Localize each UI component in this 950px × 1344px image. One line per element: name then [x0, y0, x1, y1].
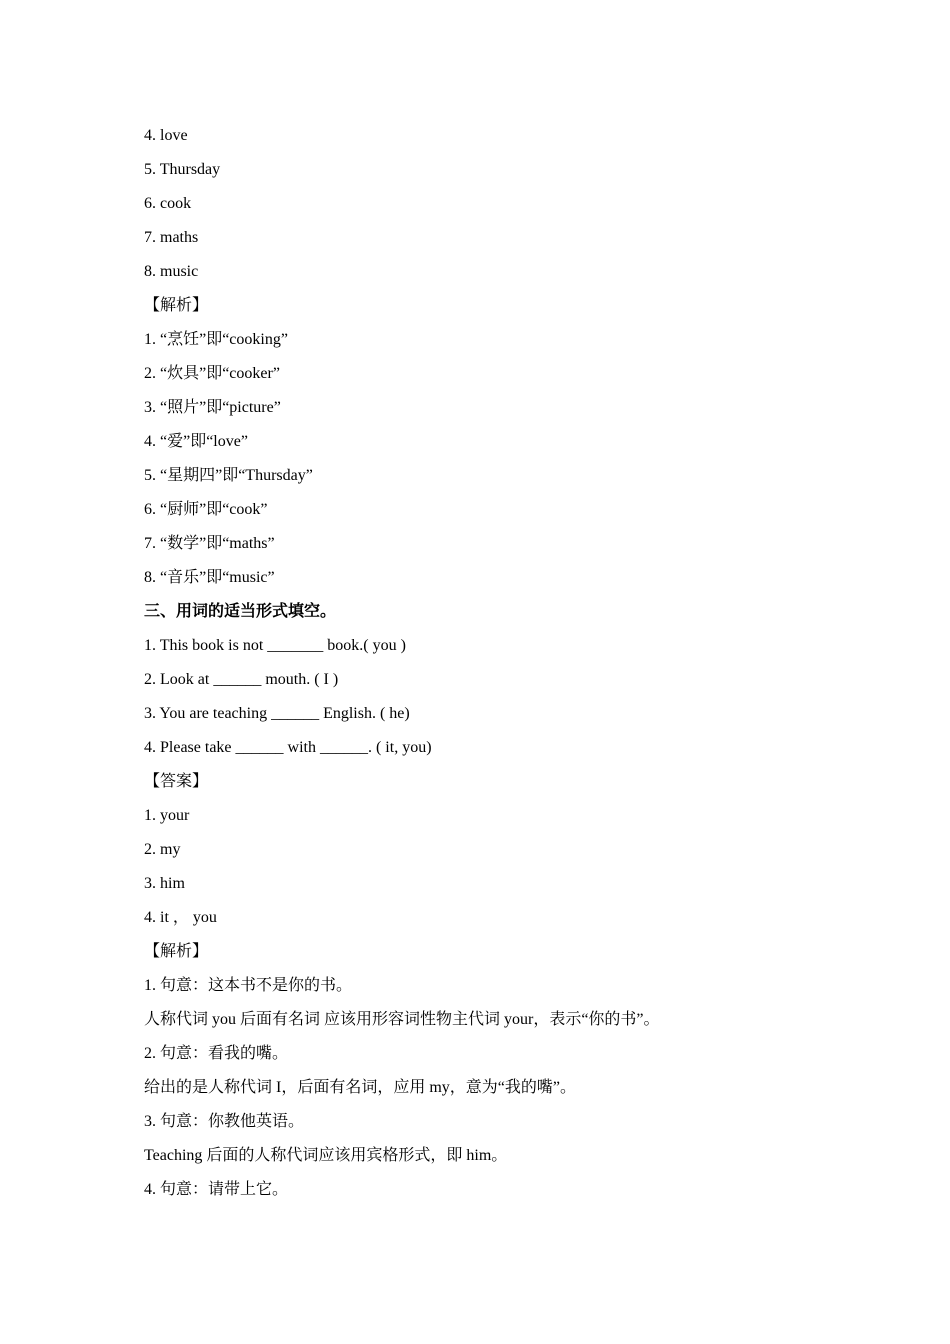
answer-line: 4. it ， you	[144, 909, 217, 926]
question-line: 3. You are teaching ______ English. ( he)	[144, 705, 410, 722]
explanation-line: 8. “音乐”即“music”	[144, 569, 275, 586]
question-line: 1. This book is not _______ book.( you )	[144, 637, 406, 654]
explanation-line: 人称代词 you 后面有名词 应该用形容词性物主代词 your，表示“你的书”。	[144, 1011, 660, 1028]
section-label: 【答案】	[144, 773, 209, 790]
answer-line: 7. maths	[144, 229, 199, 246]
explanation-line: 1. 句意：这本书不是你的书。	[144, 977, 353, 994]
section-label: 【解析】	[144, 943, 209, 960]
explanation-line: 4. 句意：请带上它。	[144, 1181, 289, 1198]
answer-line: 5. Thursday	[144, 161, 221, 178]
explanation-line: 6. “厨师”即“cook”	[144, 501, 268, 518]
answer-line: 8. music	[144, 263, 199, 280]
section-heading: 三、用词的适当形式填空。	[144, 603, 337, 620]
document-body	[144, 124, 844, 1212]
explanation-line: 4. “爱”即“love”	[144, 433, 248, 450]
explanation-line: 给出的是人称代词 I，后面有名词，应用 my，意为“我的嘴”。	[144, 1079, 576, 1096]
explanation-line: 3. 句意：你教他英语。	[144, 1113, 305, 1130]
section-label: 【解析】	[144, 297, 209, 314]
explanation-line: Teaching 后面的人称代词应该用宾格形式，即 him。	[144, 1147, 508, 1164]
answer-line: 2. my	[144, 841, 181, 858]
explanation-line: 1. “烹饪”即“cooking”	[144, 331, 288, 348]
question-line: 2. Look at ______ mouth. ( I )	[144, 671, 339, 688]
answer-line: 4. love	[144, 127, 188, 144]
explanation-line: 7. “数学”即“maths”	[144, 535, 275, 552]
explanation-line: 2. “炊具”即“cooker”	[144, 365, 280, 382]
explanation-line: 3. “照片”即“picture”	[144, 399, 281, 416]
question-line: 4. Please take ______ with ______. ( it, you)	[144, 739, 432, 756]
answer-line: 3. him	[144, 875, 185, 892]
explanation-line: 2. 句意：看我的嘴。	[144, 1045, 289, 1062]
explanation-line: 5. “星期四”即“Thursday”	[144, 467, 313, 484]
answer-line: 6. cook	[144, 195, 192, 212]
answer-line: 1. your	[144, 807, 190, 824]
